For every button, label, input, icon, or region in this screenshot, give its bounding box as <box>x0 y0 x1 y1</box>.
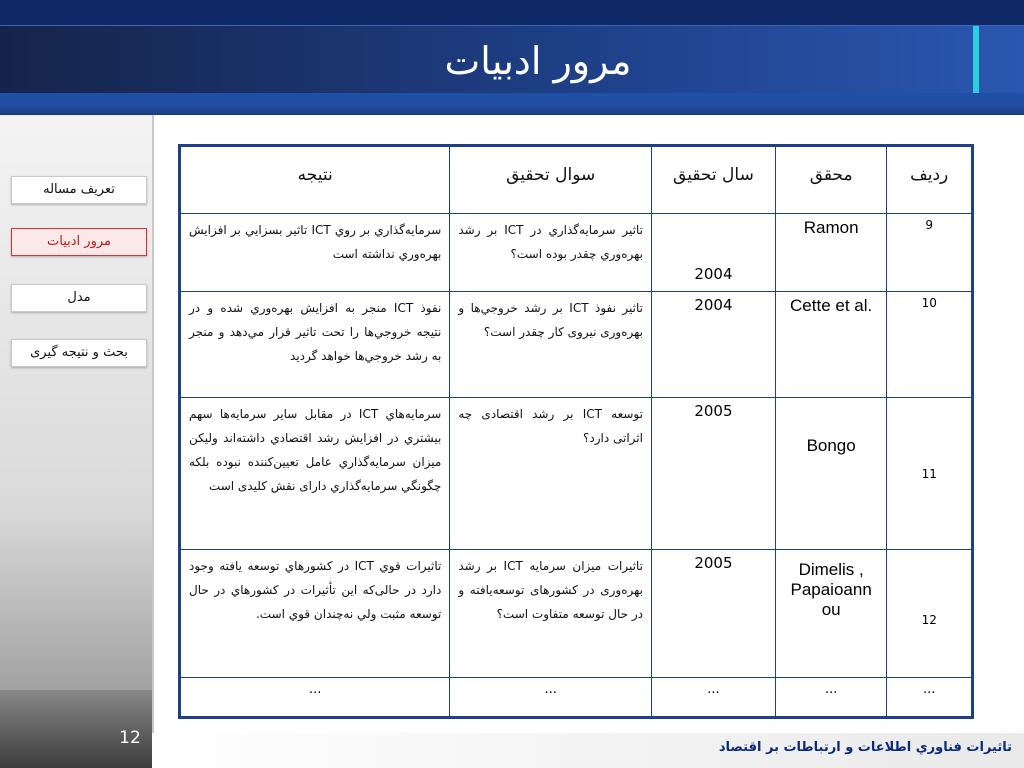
cell-sal: 2004 <box>651 292 775 398</box>
footer-text: تاثيرات فناوري اطلاعات و ارتباطات بر اقتصاد <box>718 740 1012 755</box>
table-row <box>180 550 973 678</box>
cell-radif: 11 <box>887 398 973 550</box>
table-row <box>180 292 973 398</box>
cell-soal: توسعه ICT بر رشد اقتصادی چه اثراتی دارد؟ <box>450 398 652 550</box>
cell-natije: سرمايه‌هاي ICT در مقابل ساير سرمايه‌ها سهم بيشتري در افزايش رشد اقتصادي داشته‌اند وليکن ميزان سرمايه‌گذاري عامل تعيين‌کننده نبوده بلکه چگونگي سرمايه‌گذاري دارای نقش کليدی است <box>180 398 450 550</box>
literature-table <box>178 144 974 719</box>
cell-soal: تاثير نفوذ ICT بر رشد خروجي‌ها و بهره‌وری نيروی کار چقدر است؟ <box>450 292 652 398</box>
header-sal: سال تحقيق <box>651 146 775 214</box>
cell-sal: 2005 <box>651 398 775 550</box>
cell-natije: نفوذ ICT منجر به افزايش بهره‌وري شده و در نتيجه خروجي‌ها را تحت تاثير قرار مي‌دهد و منجر به رشد خروجي‌ها خواهد گرديد <box>180 292 450 398</box>
cell-soal: ... <box>450 678 652 718</box>
cell-natije: سرمايه‌گذاري بر روي ICT تاثير بسزايي بر افزايش بهره‌وري نداشته است <box>180 214 450 292</box>
cell-radif: ... <box>887 678 973 718</box>
cell-radif: 10 <box>887 292 973 398</box>
table-row <box>180 678 973 718</box>
header-soal: سوال تحقيق <box>450 146 652 214</box>
cell-natije: تاثيرات قوي ICT در کشورهاي توسعه يافته وجود دارد در حالی‌که اين تأثيرات در کشورهاي در حال توسعه مثبت ولي نه‌چندان قوي است. <box>180 550 450 678</box>
nav-item-problem-definition[interactable]: تعريف مساله <box>11 176 147 204</box>
nav-item-literature-review[interactable]: مرور ادبيات <box>11 228 147 256</box>
table-header-row <box>180 146 973 214</box>
table-row <box>180 214 973 292</box>
cell-soal: تاثير سرمايه‌گذاري در ICT بر رشد بهره‌وري چقدر بوده است؟ <box>450 214 652 292</box>
page-title: مرور ادبيات <box>444 39 632 83</box>
cell-mohaqeq: ... <box>775 678 887 718</box>
cell-mohaqeq: Bongo <box>775 398 887 550</box>
nav-item-discussion-conclusion[interactable]: بحث و نتيجه گيری <box>11 339 147 367</box>
nav-item-model[interactable]: مدل <box>11 284 147 312</box>
header-mohaqeq: محقق <box>775 146 887 214</box>
cell-mohaqeq: Cette et al. <box>775 292 887 398</box>
table-row <box>180 398 973 550</box>
page-number: 12 <box>119 728 141 748</box>
cell-natije: ... <box>180 678 450 718</box>
cell-mohaqeq: Dimelis , Papaioann ou <box>775 550 887 678</box>
cell-sal: 2004 <box>651 214 775 292</box>
header-radif: رديف <box>887 146 973 214</box>
cell-radif: 9 <box>887 214 973 292</box>
cell-mohaqeq: Ramon <box>775 214 887 292</box>
sidebar <box>0 115 154 768</box>
cell-radif: 12 <box>887 550 973 678</box>
cell-soal: تاثيرات ميزان سرمايه ICT بر رشد بهره‌وری در کشورهای توسعه‌يافته و در حال توسعه متفاوت است؟ <box>450 550 652 678</box>
cell-sal: ... <box>651 678 775 718</box>
top-strip <box>0 0 1024 25</box>
header-natije: نتيجه <box>180 146 450 214</box>
cell-sal: 2005 <box>651 550 775 678</box>
header-underline <box>0 93 1024 115</box>
